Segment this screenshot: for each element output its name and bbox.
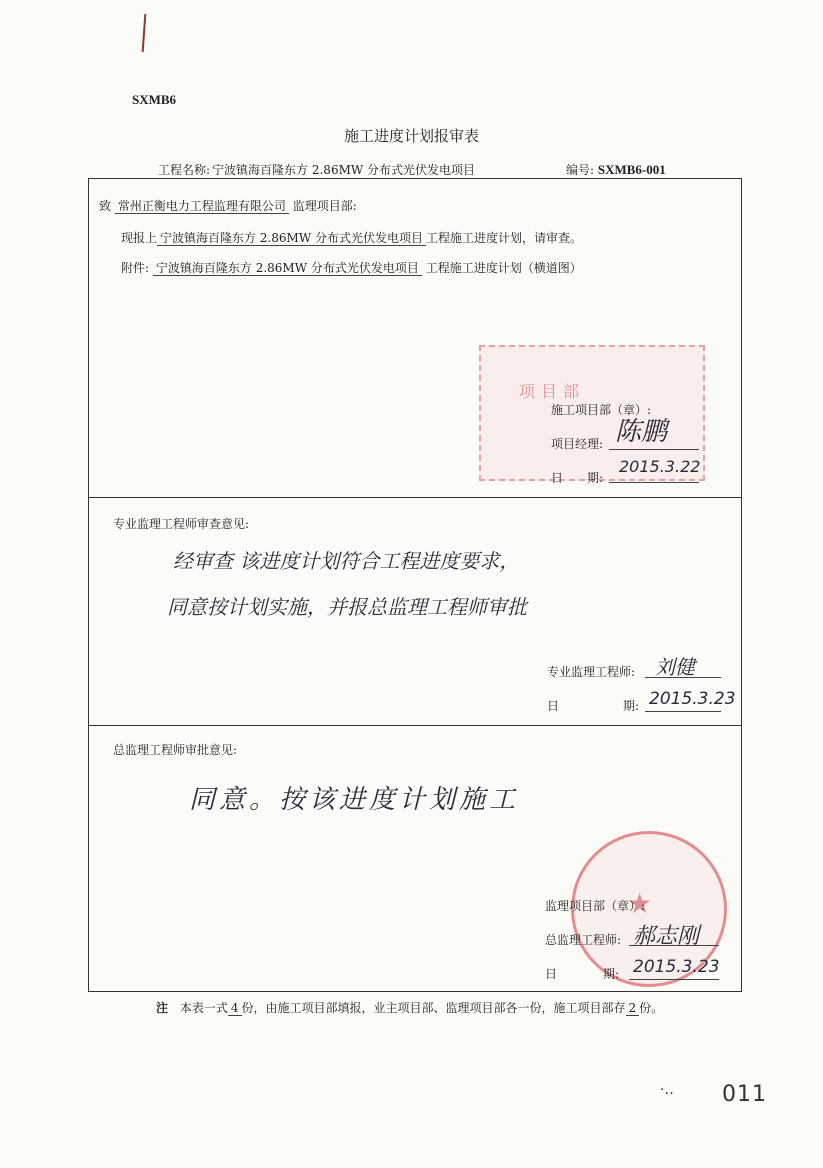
serial-value: SXMB6-001 — [597, 162, 666, 177]
to-prefix: 致 — [99, 199, 112, 213]
contractor-stamp-text: 项目部 — [519, 382, 586, 401]
report-project: 宁波镇海百隆东方 2.86MW 分布式光伏发电项目 — [157, 231, 426, 246]
chief-signature: 郝志刚 — [633, 924, 700, 949]
chief-date-line — [629, 979, 719, 980]
attach-prefix: 附件: — [121, 261, 150, 275]
engineer-opinion-line-1: 经审查 该进度计划符合工程进度要求， — [173, 549, 520, 573]
attach-project: 宁波镇海百隆东方 2.86MW 分布式光伏发电项目 — [153, 261, 422, 276]
report-prefix: 现报上 — [121, 231, 158, 245]
chief-date-value: 2015.3.23 — [633, 957, 720, 977]
contractor-date-line — [609, 482, 699, 483]
serial-label: 编号: — [566, 163, 595, 177]
form-code: SXMB6 — [132, 92, 177, 107]
section-divider-1 — [89, 497, 741, 498]
contractor-date-label: 日 期: — [551, 471, 604, 485]
attachment-line — [121, 259, 582, 276]
contractor-date-value: 2015.3.22 — [619, 457, 701, 476]
manager-sign-line — [609, 449, 699, 450]
serial-number — [566, 161, 666, 178]
note-copies-kept: 2 — [626, 1001, 640, 1016]
note-prefix: 注 — [156, 1001, 169, 1015]
chief-label: 总监理工程师: — [545, 933, 622, 947]
engineer-date-label-1: 日 — [547, 699, 560, 713]
project-manager-signature: 陈鹏 — [615, 417, 668, 447]
footer-note — [156, 999, 663, 1016]
engineer-sign-line — [645, 677, 721, 678]
engineer-date-value: 2015.3.23 — [649, 689, 736, 709]
page-title: 施工进度计划报审表 — [343, 127, 479, 145]
engineer-opinion-line-2: 同意按计划实施，并报总监理工程师审批 — [167, 595, 527, 619]
ink-tick-mark — [142, 14, 147, 52]
project-manager-label: 项目经理: — [551, 437, 604, 451]
project-label: 工程名称: — [158, 163, 211, 177]
chief-sign-line — [629, 945, 719, 946]
note-copies-total: 4 — [228, 1001, 242, 1016]
attach-suffix: 工程施工进度计划（横道图） — [425, 261, 582, 275]
project-value: 宁波镇海百隆东方 2.86MW 分布式光伏发电项目 — [212, 163, 476, 177]
engineer-review-heading: 专业监理工程师审查意见: — [113, 517, 250, 531]
engineer-date-label-2: 期: — [623, 699, 640, 713]
chief-date-label-2: 期: — [603, 967, 620, 981]
note-text-1: 本表一式 — [179, 1001, 228, 1015]
addressee-line — [99, 197, 357, 214]
form-table — [88, 178, 742, 992]
report-line — [121, 229, 582, 246]
note-text-3: 份。 — [639, 1001, 664, 1015]
to-suffix: 监理项目部: — [292, 199, 357, 213]
note-text-2: 份，由施工项目部填报，业主项目部、监理项目部各一份，施工项目部存 — [241, 1001, 626, 1015]
supervision-stamp-star-icon: ★ — [627, 887, 659, 920]
engineer-label: 专业监理工程师: — [547, 665, 636, 679]
chief-date-label-1: 日 — [545, 967, 558, 981]
section-divider-2 — [89, 725, 741, 726]
chief-opinion: 同意。按该进度计划施工 — [189, 785, 520, 815]
chief-review-heading: 总监理工程师审批意见: — [113, 743, 238, 757]
project-name — [158, 161, 475, 178]
engineer-signature: 刘健 — [655, 655, 695, 679]
ink-dots: ·‥ — [660, 1082, 674, 1098]
report-suffix: 工程施工进度计划，请审查。 — [426, 231, 583, 245]
to-company: 常州正衡电力工程监理有限公司 — [115, 199, 289, 214]
page-number: 011 — [722, 1082, 767, 1107]
contractor-dept-label: 施工项目部（章）: — [551, 403, 652, 417]
engineer-date-line — [645, 711, 721, 712]
supervision-dept-label: 监理项目部（章）: — [545, 899, 646, 913]
